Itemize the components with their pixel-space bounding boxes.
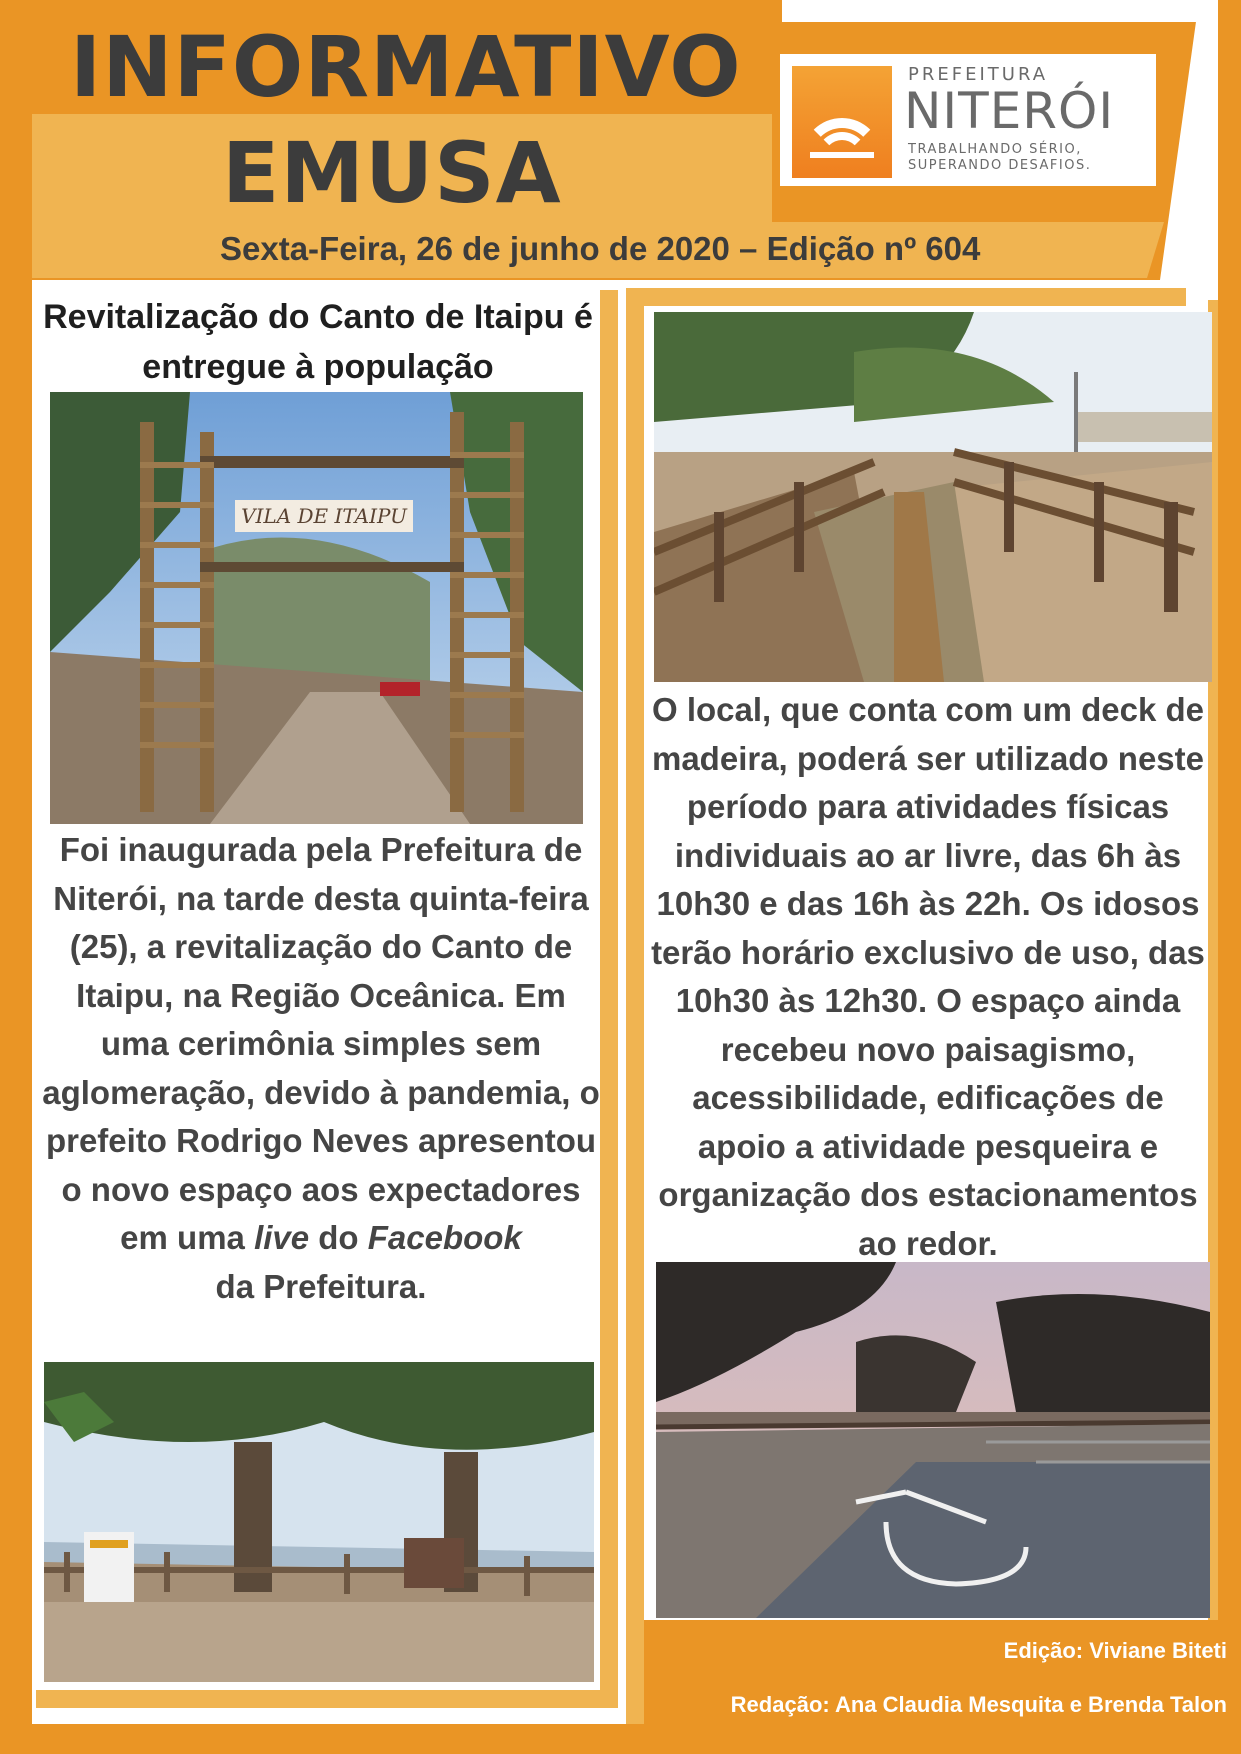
writing-credit: Redação: Ana Claudia Mesquita e Brenda Talon: [730, 1692, 1227, 1717]
deck-ramp-photo: [654, 312, 1212, 682]
right-column-border-top: [626, 288, 1186, 306]
date-edition: Sexta-Feira, 26 de junho de 2020 – Edição nº 604: [220, 230, 981, 267]
left-column-border-bottom: [36, 1690, 618, 1708]
logo-slogan-line-2: SUPERANDO DESAFIOS.: [908, 158, 1092, 173]
logo-slogan-line-1: TRABALHANDO SÉRIO,: [908, 142, 1082, 157]
header-white-strip: [782, 0, 1218, 22]
article-body-left: [42, 826, 600, 1311]
page-border-left: [0, 0, 32, 1754]
logo-mark-icon: [792, 66, 892, 178]
live-word: live: [254, 1219, 310, 1256]
article-headline: Revitalização do Canto de Itaipu é entregue à população: [43, 298, 593, 386]
left-column-border: [600, 290, 618, 1708]
do-word: do: [309, 1219, 368, 1256]
newsletter-title-line-1: INFORMATIVO: [70, 18, 742, 116]
facebook-word: Facebook: [367, 1219, 522, 1256]
prefeitura-logo: [780, 54, 1156, 186]
trees-deck-photo: [44, 1362, 594, 1682]
logo-name: NITERÓI: [904, 82, 1115, 140]
article-body-left-main: Foi inaugurada pela Prefeitura de Niterói, na tarde desta quinta-feira (25), a revitalização do Canto de Itaipu, na Região Oceânica. Em uma cerimônia simples sem aglomeração, devido à pandemia, o prefeito Rodrigo Neves apresentou o novo espaço aos expectadores em uma: [42, 831, 600, 1256]
gate-sign-text: VILA DE ITAIPU: [241, 504, 407, 528]
edition-credit: Edição: Viviane Biteti: [1003, 1638, 1227, 1663]
parking-photo: [656, 1262, 1210, 1618]
logo-slogan: [908, 142, 1091, 174]
article-body-left-end: da Prefeitura.: [215, 1267, 427, 1305]
page-border-bottom: [0, 1724, 1241, 1754]
newsletter-title-line-2: EMUSA: [222, 124, 562, 222]
logo-prefix: PREFEITURA: [908, 64, 1049, 85]
page-border-right: [1218, 0, 1241, 1754]
article-body-right: O local, que conta com um deck de madeira, poderá ser utilizado neste período para atividades físicas individuais ao ar livre, das 6h às 10h30 e das 16h às 22h. Os idosos terão horário exclusivo de uso, das 10h30 às 12h30. O espaço ainda recebeu novo paisagismo, acessibilidade, edificações de apoio a atividade pesqueira e organização dos estacionamentos ao redor.: [651, 691, 1205, 1262]
right-column-border: [626, 290, 644, 1724]
gate-photo: [50, 392, 583, 824]
